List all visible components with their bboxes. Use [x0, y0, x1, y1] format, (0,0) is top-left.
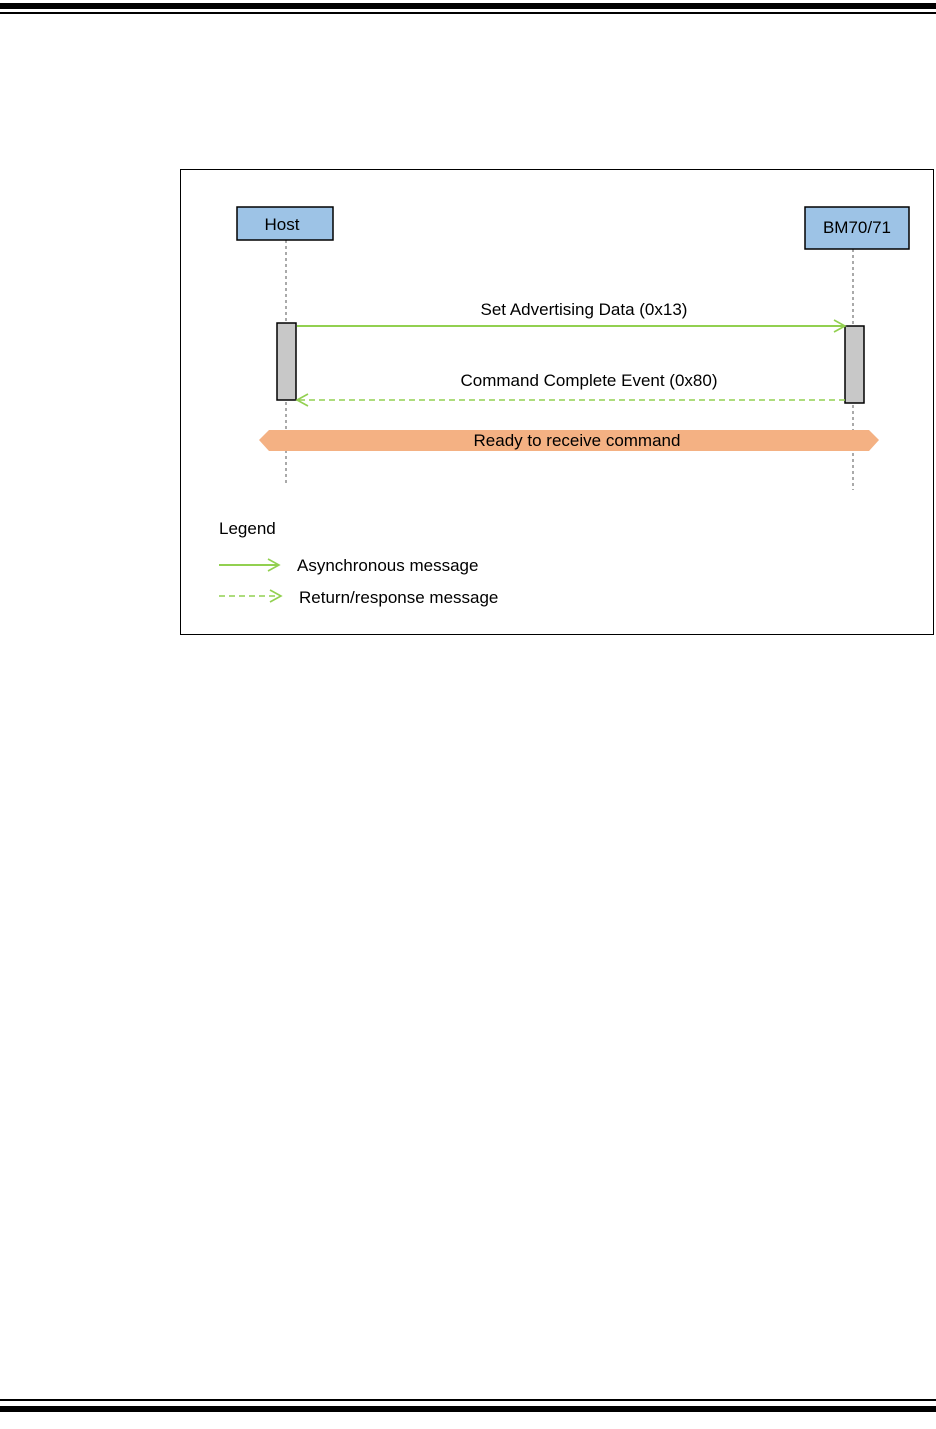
sequence-diagram-canvas [181, 170, 933, 634]
host-participant [237, 207, 333, 240]
device-participant [805, 207, 909, 249]
bottom-rule-thick [0, 1406, 936, 1412]
response-message-label: Command Complete Event (0x80) [460, 371, 718, 390]
host-activation-bar [277, 323, 296, 400]
bottom-rule-thin [0, 1399, 936, 1401]
legend-async-label: Asynchronous message [297, 556, 479, 575]
host-label: Host [264, 215, 300, 234]
legend-title: Legend [219, 519, 276, 538]
top-rule-thick [0, 3, 936, 9]
sequence-diagram [180, 169, 934, 635]
legend-return-label: Return/response message [299, 588, 499, 607]
device-activation-bar [845, 326, 864, 403]
ready-state-label: Ready to receive command [473, 431, 681, 450]
request-message-label: Set Advertising Data (0x13) [480, 300, 688, 319]
top-rule-thin [0, 12, 936, 14]
device-label: BM70/71 [822, 218, 892, 237]
